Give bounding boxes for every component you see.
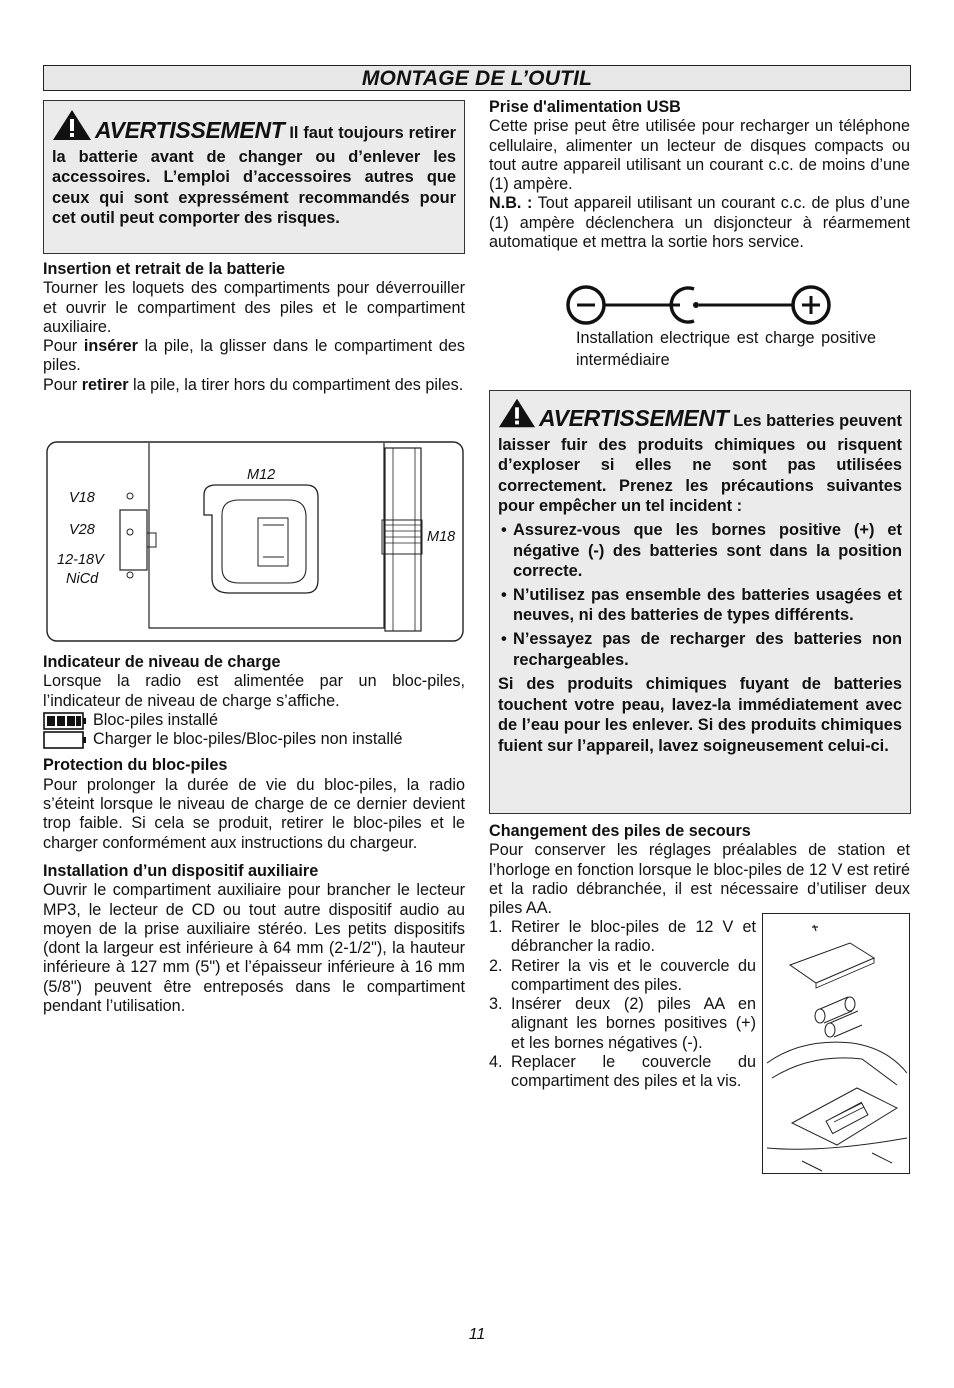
section-heading: Insertion et retrait de la batterie bbox=[43, 260, 285, 278]
section-heading: Prise d'alimentation USB bbox=[489, 98, 681, 116]
paragraph: Lorsque la radio est alimentée par un bloc-piles, l’indicateur de niveau de charge s’affiche. bbox=[43, 672, 465, 710]
backup-battery-figure bbox=[762, 913, 910, 1174]
section-backup-batteries bbox=[489, 822, 910, 918]
warning-intro: Les batteries peuvent laisser fuir des produits chimiques ou risquent d’exploser si elles ne sont pas utilisées correctement. Prenez les précautions suivantes pour empêcher un tel incident : bbox=[498, 412, 902, 516]
step-item: 3. Insérer deux (2) piles AA en alignant les bornes positives (+) et les bornes négatives (-). bbox=[489, 995, 756, 1052]
legend-battery-empty bbox=[43, 730, 465, 749]
battery-compartment-figure bbox=[44, 440, 466, 644]
steps-list bbox=[489, 918, 756, 1092]
step-item: 4. Replacer le couvercle du compartiment des piles et la vis. bbox=[489, 1053, 756, 1091]
backup-battery-drawing bbox=[762, 913, 910, 1174]
label-m18: M18 bbox=[427, 529, 456, 545]
section-heading: Installation d’un dispositif auxiliaire bbox=[43, 861, 319, 880]
polarity-diagram bbox=[562, 283, 837, 329]
battery-full-icon bbox=[43, 712, 85, 729]
warning-triangle-icon bbox=[52, 109, 92, 147]
nb-label: N.B. : bbox=[489, 194, 533, 213]
paragraph: Tourner les loquets des compartiments pour déverrouiller et ouvrir le compartiment des piles et le compartiment auxiliaire. bbox=[43, 279, 465, 336]
label-v18: V18 bbox=[69, 490, 95, 506]
backup-steps bbox=[489, 918, 756, 1092]
step-item: 1. Retirer le bloc-piles de 12 V et débrancher la radio. bbox=[489, 918, 756, 956]
battery-empty-icon bbox=[43, 731, 85, 748]
legend-label: Charger le bloc-piles/Bloc-piles non installé bbox=[93, 730, 403, 749]
paragraph: Cette prise peut être utilisée pour recharger un téléphone cellulaire, alimenter un lecteur de disques compacts ou tout autre appareil utilisant un courant c.c. de moins d’une (1) ampère. bbox=[489, 117, 910, 194]
warning-triangle-icon bbox=[498, 397, 536, 435]
page-title: MONTAGE DE L’OUTIL bbox=[43, 65, 911, 91]
warning-text: Il faut toujours retirer la batterie avant de changer ou d’enlever les accessoires. L’emploi d’accessoires autres que ceux qui sont expressément recommandés pour cet outil peut comporter des risques. bbox=[52, 124, 456, 228]
legend-battery-installed bbox=[43, 711, 465, 730]
label-nicd: NiCd bbox=[66, 571, 99, 587]
paragraph: Pour insérer la pile, la glisser dans le compartiment des piles. bbox=[43, 337, 465, 375]
paragraph: N.B. : Tout appareil utilisant un courant c.c. de plus d’une (1) ampère déclenchera un disjoncteur à réarmement automatique et mettra la sortie hors service. bbox=[489, 194, 910, 252]
warning-box-battery-leak bbox=[489, 390, 911, 814]
polarity-figure bbox=[562, 283, 876, 378]
warning-box-battery-removal bbox=[43, 100, 465, 254]
warning-bullet: • N’utilisez pas ensemble des batteries usagées et neuves, ni des batteries de types différents. bbox=[501, 585, 902, 625]
paragraph: Pour retirer la pile, la tirer hors du compartiment des piles. bbox=[43, 375, 464, 394]
step-item: 2. Retirer la vis et le couvercle du compartiment des piles. bbox=[489, 956, 756, 994]
label-nicd-voltage: 12-18V bbox=[57, 552, 104, 568]
legend-label: Bloc-piles installé bbox=[93, 710, 219, 729]
label-m12: M12 bbox=[247, 467, 276, 483]
section-charge-indicator bbox=[43, 653, 465, 1016]
section-heading: Indicateur de niveau de charge bbox=[43, 653, 281, 671]
paragraph: Pour conserver les réglages préalables de station et l’horloge en fonction lorsque le bloc-piles de 12 V est retiré et la radio débranchée, il est nécessaire d’utiliser deux piles AA. bbox=[489, 841, 910, 918]
paragraph: Ouvrir le compartiment auxiliaire pour brancher le lecteur MP3, le lecteur de CD ou tout autre dispositif audio au moyen de la prise auxiliaire stéréo. Les petits dispositifs (dont la largeur est inférieure à 64 mm (2-1/2"), la hauteur inférieure à 127 mm (5") et l’épaisseur inférieure à 16 mm (5/8") peuvent être entreposés dans le compartiment pendant l’utilisation. bbox=[43, 881, 465, 1016]
warning-bullets bbox=[498, 520, 902, 670]
section-heading: Changement des piles de secours bbox=[489, 822, 751, 840]
polarity-caption: Installation electrique est charge positive intermédiaire bbox=[576, 329, 876, 369]
section-usb bbox=[489, 98, 910, 252]
section-battery-insertion bbox=[43, 260, 465, 395]
warning-word: AVERTISSEMENT bbox=[95, 117, 285, 143]
warning-bullet: • Assurez-vous que les bornes positive (+) et négative (-) des batteries sont dans la position correcte. bbox=[501, 520, 902, 581]
section-heading: Protection du bloc-piles bbox=[43, 756, 228, 775]
page-number: 11 bbox=[468, 1326, 486, 1343]
paragraph: Pour prolonger la durée de vie du bloc-piles, la radio s’éteint lorsque le niveau de charge de ce dernier devient trop faible. Si cela se produit, retirer le bloc-piles et le charger conformément aux instructions du chargeur. bbox=[43, 775, 465, 852]
warning-closing: Si des produits chimiques fuyant de batteries touchent votre peau, lavez-la immédiatement avec de l’eau pour les enlever. Si des produits chimiques fuient sur l’appareil, lavez soigneusement celui-ci. bbox=[498, 675, 902, 755]
label-v28: V28 bbox=[69, 522, 95, 538]
warning-bullet: • N’essayez pas de recharger des batteries non rechargeables. bbox=[501, 629, 902, 669]
warning-word: AVERTISSEMENT bbox=[539, 405, 729, 431]
